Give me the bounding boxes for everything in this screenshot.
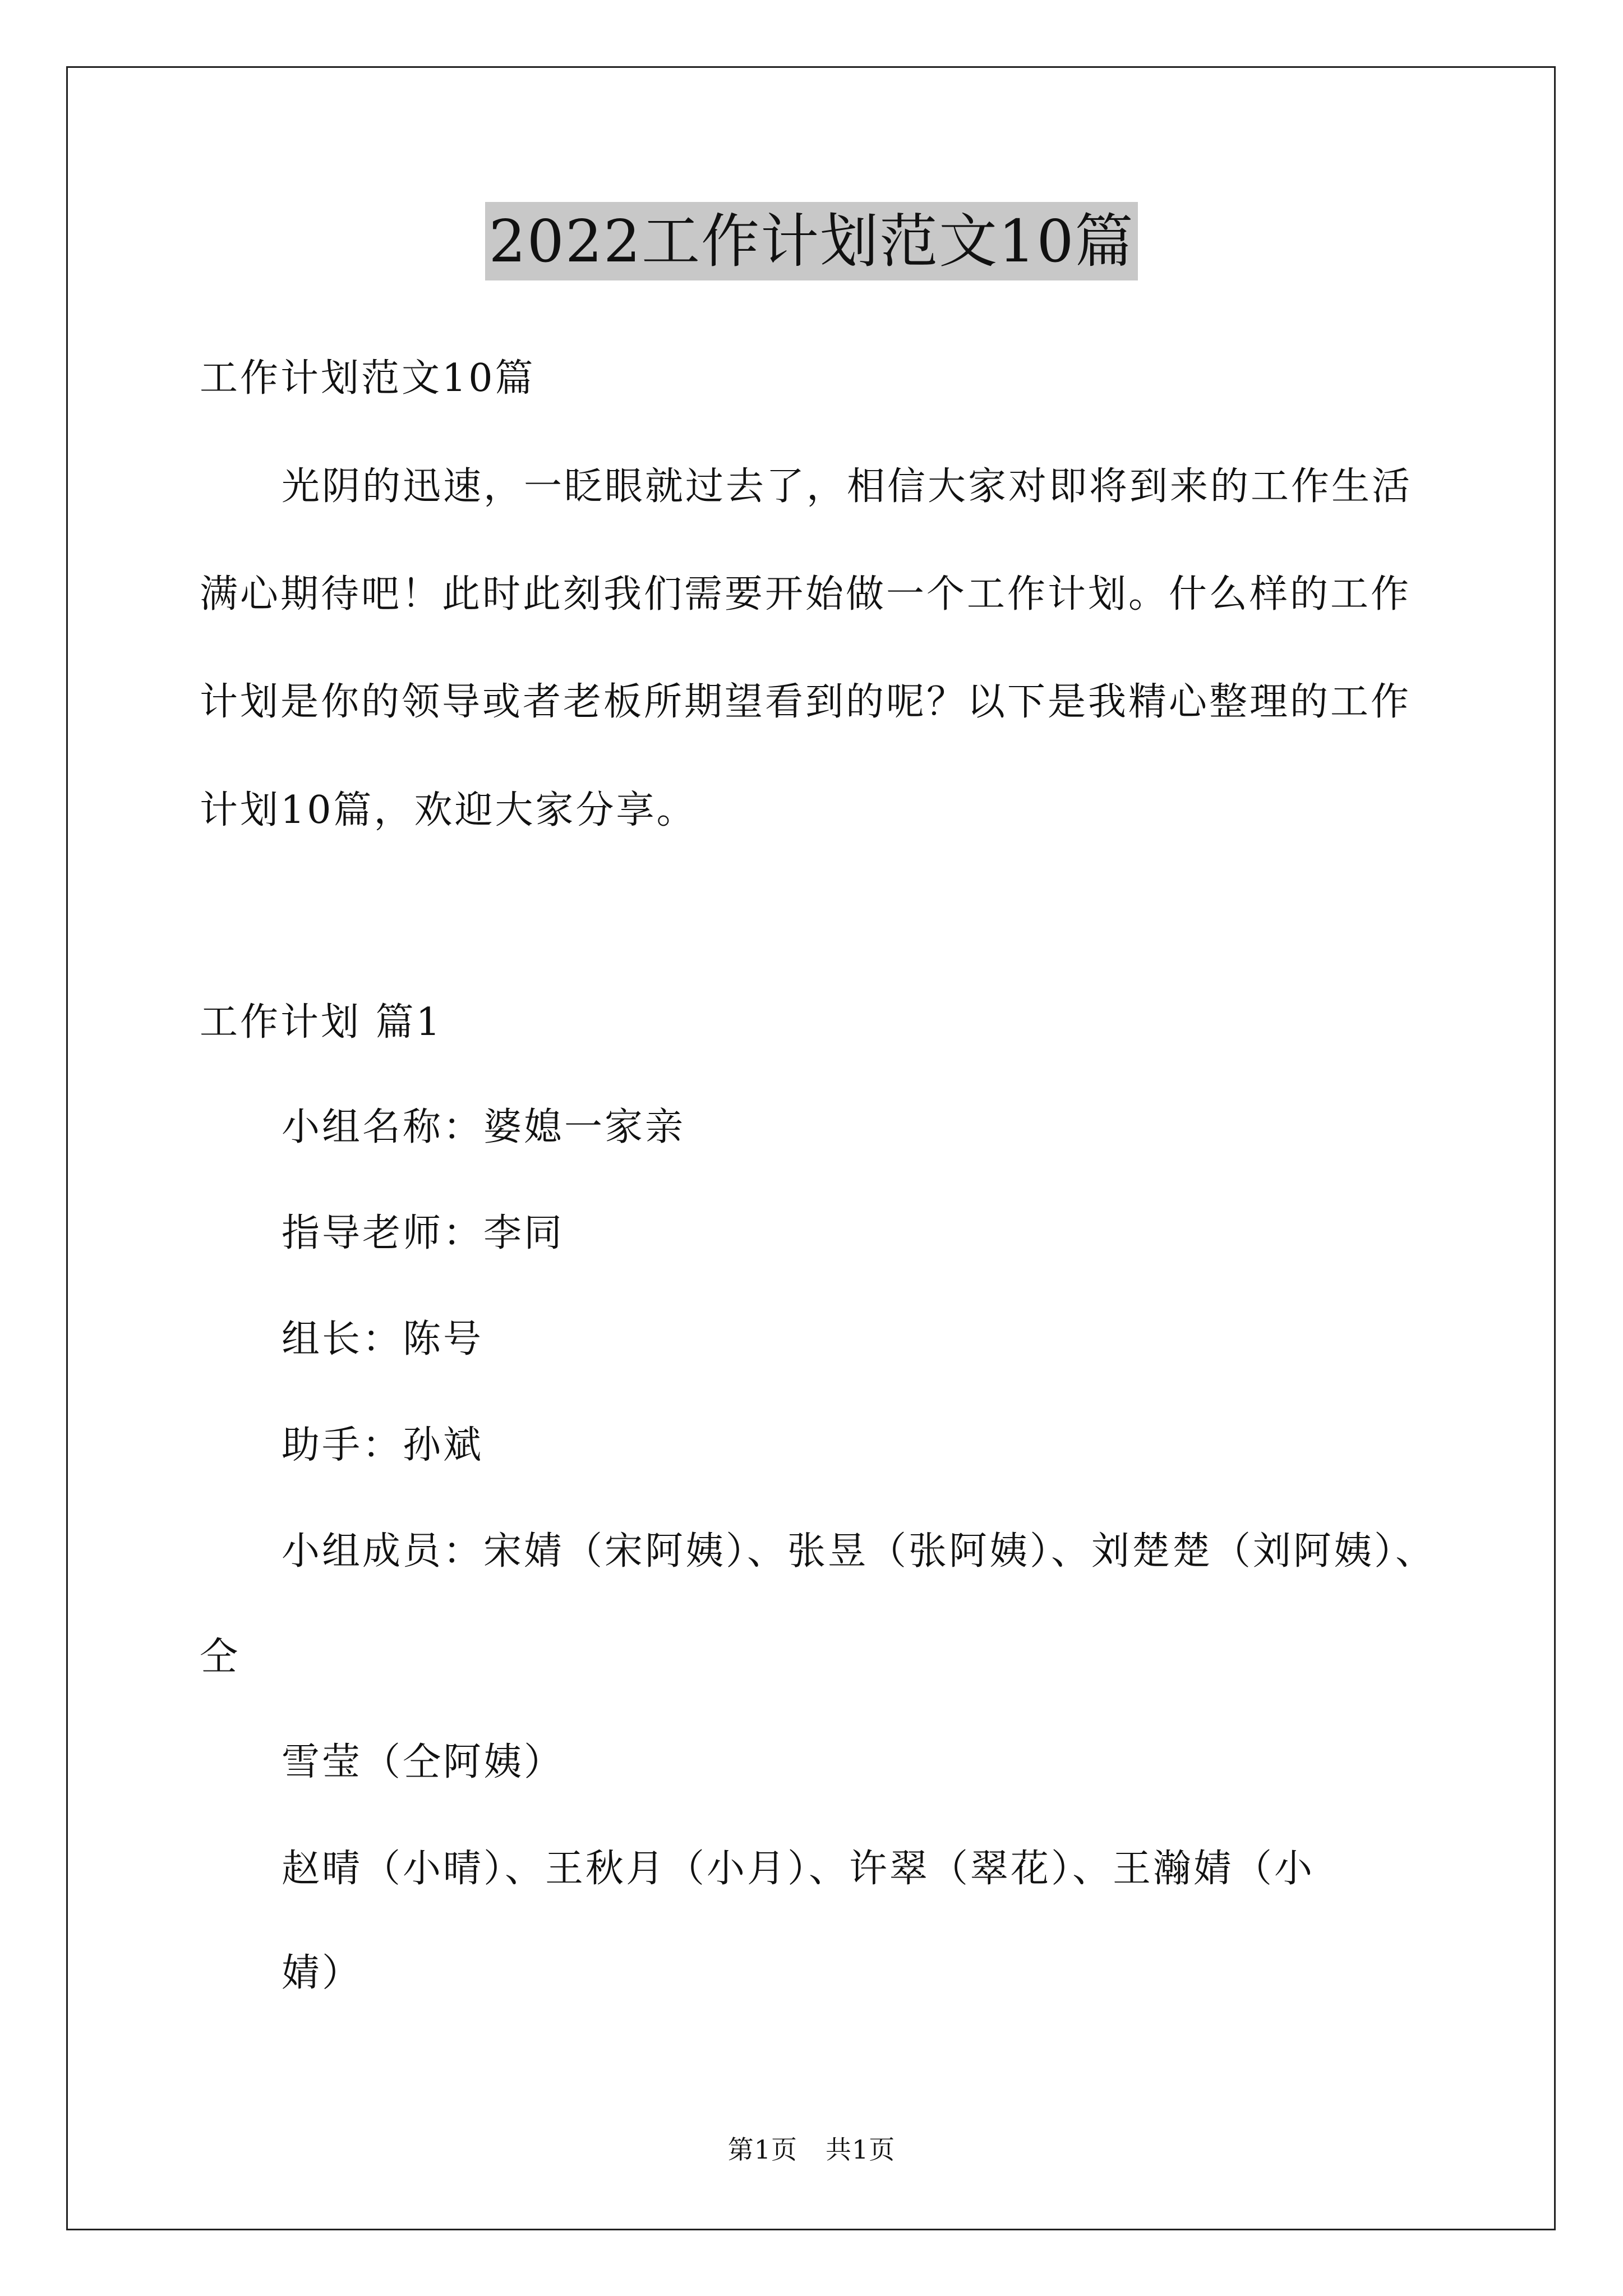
intro-line-2: 满心期待吧！此时此刻我们需要开始做一个工作计划。什么样的工作 bbox=[200, 572, 1412, 616]
document-title: 2022工作计划范文10篇 bbox=[485, 202, 1137, 280]
members-line-1: 小组成员：宋婧（宋阿姨）、张昱（张阿姨）、刘楚楚（刘阿姨）、 bbox=[282, 1529, 1436, 1573]
members-line-2: 仝 bbox=[200, 1635, 241, 1679]
members-line-3: 雪莹（仝阿姨） bbox=[282, 1740, 565, 1784]
intro-line-3: 计划是你的领导或者老板所期望看到的呢？以下是我精心整理的工作 bbox=[200, 680, 1412, 724]
assistant-line: 助手：孙斌 bbox=[282, 1423, 484, 1467]
document-subtitle: 工作计划范文10篇 bbox=[200, 356, 536, 401]
section-heading: 工作计划 篇1 bbox=[200, 1000, 442, 1045]
intro-line-1: 光阴的迅速，一眨眼就过去了，相信大家对即将到来的工作生活 bbox=[282, 464, 1413, 509]
page-footer bbox=[0, 2133, 1623, 2166]
group-name-line: 小组名称：婆媳一家亲 bbox=[282, 1105, 686, 1149]
members-line-5: 婧） bbox=[282, 1951, 363, 1995]
members-line-4: 赵晴（小晴）、王秋月（小月）、许翠（翠花）、王瀚婧（小 bbox=[282, 1847, 1315, 1891]
advisor-line: 指导老师：李同 bbox=[282, 1211, 565, 1255]
intro-line-4: 计划10篇，欢迎大家分享。 bbox=[200, 788, 697, 832]
document-title-container bbox=[0, 202, 1623, 280]
page-total: 共1页 bbox=[826, 2134, 896, 2165]
page-number: 第1页 bbox=[727, 2134, 797, 2165]
leader-line: 组长：陈号 bbox=[282, 1317, 484, 1361]
